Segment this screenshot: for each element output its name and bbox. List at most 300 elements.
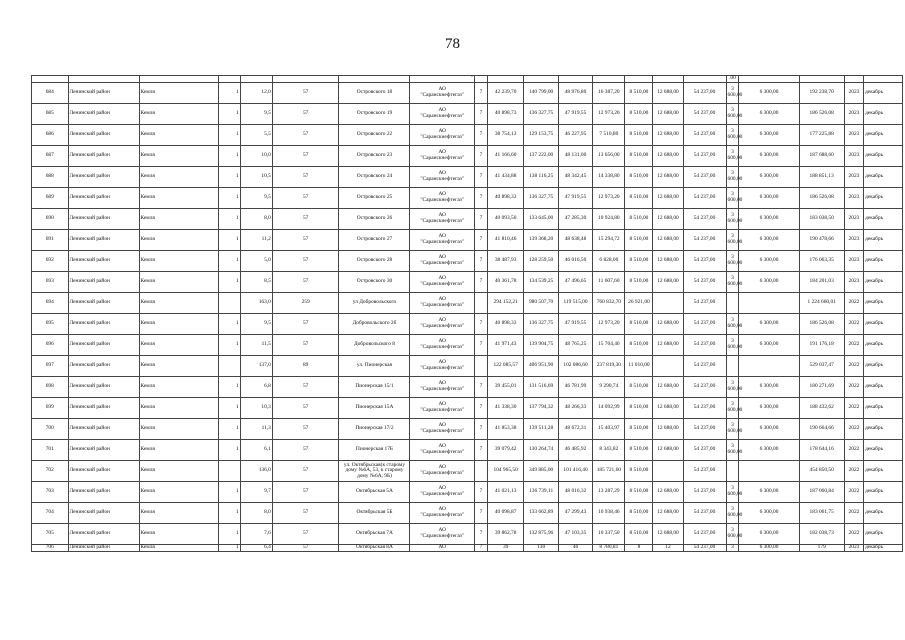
cell-cost-9: 6 300,00 xyxy=(739,503,799,524)
cell-cost-8: 3 600,00 xyxy=(726,209,739,230)
cell-number: 706 xyxy=(32,545,69,552)
contractor-name: "Саранскнефтегаз" xyxy=(420,428,465,434)
cell-area: 12,0 xyxy=(240,83,272,104)
table-row xyxy=(32,272,903,293)
cell-cost-8 xyxy=(726,356,739,377)
cell-cost-9: 6 300,00 xyxy=(739,545,799,552)
cell-cost-8 xyxy=(726,293,739,314)
cell-length: 57 xyxy=(272,440,339,461)
cell-cost-7: 54 237,00 xyxy=(683,377,726,398)
cell-length: 57 xyxy=(272,377,339,398)
cell-length: 57 xyxy=(272,419,339,440)
cell-count: 1 xyxy=(219,167,241,188)
table-row xyxy=(32,209,903,230)
cell-cost-3: 48 638,48 xyxy=(558,230,592,251)
contractor-name: "Саранскнефтегаз" xyxy=(420,239,465,245)
cell-area: 10,0 xyxy=(240,146,272,167)
cell-area: 6,4 xyxy=(240,545,272,552)
cell-cost-2: 128 259,50 xyxy=(524,251,558,272)
org-form: АО xyxy=(438,422,446,429)
cell-cost-8: 3 600,00 xyxy=(726,419,739,440)
cell-length: 57 xyxy=(272,461,339,482)
cell-month: декабрь xyxy=(864,188,903,209)
cell-contractor xyxy=(410,377,475,398)
cell-length: 57 xyxy=(272,104,339,125)
cell-cost-6: 12 688,00 xyxy=(653,335,683,356)
cell-cost-4: 15 294,72 xyxy=(593,230,625,251)
cell-cost-6: 12 688,00 xyxy=(653,209,683,230)
cell-cost-4: 7 510,80 xyxy=(593,125,625,146)
cell-number: 694 xyxy=(32,293,69,314)
cell-district: Ленинский район xyxy=(68,356,139,377)
cell-month: декабрь xyxy=(864,440,903,461)
cell-total: 176 063,35 xyxy=(799,251,844,272)
cell-number: 684 xyxy=(32,83,69,104)
contractor-name: "Саранскнефтегаз" xyxy=(420,386,465,392)
contractor-name: "Саранскнефтегаз" xyxy=(420,323,465,329)
cell-year: 2023 xyxy=(844,83,863,104)
cell-year: 2022 xyxy=(844,503,863,524)
cell-contractor xyxy=(410,545,475,552)
cell-cost-1: 41 166,60 xyxy=(487,146,524,167)
cell-cost-8: 3 600,00 xyxy=(726,398,739,419)
cell-year: 2023 xyxy=(844,167,863,188)
cell-cost-3: 48 016,32 xyxy=(558,482,592,503)
cell-cost-3: 46 227,95 xyxy=(558,125,592,146)
cell-address: Пионерская 17Б xyxy=(339,440,410,461)
cell-cost-7: 54 237,00 xyxy=(683,524,726,545)
org-form: АО xyxy=(438,107,446,114)
cell-address: Октябрьская 5А xyxy=(339,482,410,503)
cell-length: 57 xyxy=(272,209,339,230)
contractor-name: "Саранскнефтегаз" xyxy=(420,512,465,518)
cell-cost-3: 47 919,55 xyxy=(558,104,592,125)
cell-seven xyxy=(474,461,487,482)
cell-cost-7: 54 237,00 xyxy=(683,482,726,503)
cell-number: 691 xyxy=(32,230,69,251)
contractor-name: "Саранскнефтегаз" xyxy=(420,281,465,287)
cell-cost-9: 6 300,00 xyxy=(739,314,799,335)
org-form: АО xyxy=(438,212,446,219)
cell-total: 180 271,69 xyxy=(799,377,844,398)
cell-cost-6: 12 688,00 xyxy=(653,188,683,209)
cell-cost-4: 8 343,82 xyxy=(593,440,625,461)
cell-cost-1: 40 361,78 xyxy=(487,272,524,293)
cell-contractor xyxy=(410,272,475,293)
cell-cost-9: 6 300,00 xyxy=(739,419,799,440)
cell-number: 693 xyxy=(32,272,69,293)
cell-cost-7: 54 237,00 xyxy=(683,188,726,209)
cell-city: Кемля xyxy=(139,461,219,482)
cell-district: Ленинский район xyxy=(68,272,139,293)
cell-area: 5,5 xyxy=(240,125,272,146)
cell-city: Кемля xyxy=(139,293,219,314)
cell-count xyxy=(219,461,241,482)
cell-number: 697 xyxy=(32,356,69,377)
cell-cost-5: 8 510,00 xyxy=(625,251,653,272)
cell-city: Кемля xyxy=(139,146,219,167)
cell-year: 2023 xyxy=(844,251,863,272)
cell-area: 8,0 xyxy=(240,209,272,230)
cell-cost-7: 54 237,00 xyxy=(683,503,726,524)
cell-month: декабрь xyxy=(864,314,903,335)
cell-total: 186 526,08 xyxy=(799,314,844,335)
cell-district: Ленинский район xyxy=(68,230,139,251)
cell-total: 1 224 660,01 xyxy=(799,293,844,314)
cell-cost-3: 102 086,60 xyxy=(558,356,592,377)
cell-seven: 7 xyxy=(474,440,487,461)
org-form: АО xyxy=(438,149,446,156)
cell-cost-4: 12 973,20 xyxy=(593,104,625,125)
cell-count: 1 xyxy=(219,146,241,167)
cell-city: Кемля xyxy=(139,125,219,146)
cell-cost-3: 47 919,55 xyxy=(558,188,592,209)
cell-count: 1 xyxy=(219,482,241,503)
cell-year: 2023 xyxy=(844,272,863,293)
org-form: АО xyxy=(438,317,446,324)
cell-cost-5: 8 510,00 xyxy=(625,440,653,461)
org-form: АО xyxy=(438,233,446,240)
cell-address: Октябрьская 8А xyxy=(339,545,410,552)
cell-cost-6: 12 688,00 xyxy=(653,524,683,545)
cell-cost-7: 54 237,00 xyxy=(683,461,726,482)
table-row xyxy=(32,335,903,356)
cell-cost-2: 133 645,00 xyxy=(524,209,558,230)
table-row xyxy=(32,545,903,552)
cell-cost-6 xyxy=(653,293,683,314)
cell-contractor xyxy=(410,209,475,230)
cell-year: 2023 xyxy=(844,146,863,167)
cell-contractor xyxy=(410,188,475,209)
cell-cost-1: 104 965,50 xyxy=(487,461,524,482)
cell-seven: 7 xyxy=(474,83,487,104)
cell-number: 688 xyxy=(32,167,69,188)
cell-number: 689 xyxy=(32,188,69,209)
cell-address: ул. Октябрьская(к старому дому №6А, 53, к старому дому №6А, 9Б) xyxy=(339,461,410,482)
cell-cost-2: 980 507,70 xyxy=(524,293,558,314)
cell-cost-7: 54 237,00 xyxy=(683,272,726,293)
cell-cost-9: 6 300,00 xyxy=(739,398,799,419)
cell-cost-5: 8 510,00 xyxy=(625,377,653,398)
cell-address: Островского 19 xyxy=(339,104,410,125)
cell-total: 183 038,50 xyxy=(799,209,844,230)
cell-count: 1 xyxy=(219,398,241,419)
cell-seven: 7 xyxy=(474,377,487,398)
cell-cost-5: 8 510,00 xyxy=(625,314,653,335)
contractor-name: "Саранскнефтегаз" xyxy=(420,155,465,161)
cell-cost-4: 16 387,20 xyxy=(593,83,625,104)
cell-total: 187 688,60 xyxy=(799,146,844,167)
cell-area: 9,7 xyxy=(240,482,272,503)
cell-district: Ленинский район xyxy=(68,398,139,419)
cell-district: Ленинский район xyxy=(68,104,139,125)
cell-count xyxy=(219,293,241,314)
cell-seven: 7 xyxy=(474,524,487,545)
cell-length: 57 xyxy=(272,503,339,524)
cell-cost-6: 12 688,00 xyxy=(653,503,683,524)
cell-year: 2022 xyxy=(844,293,863,314)
cell-contractor xyxy=(410,125,475,146)
cell-contractor xyxy=(410,293,475,314)
cell-seven: 7 xyxy=(474,146,487,167)
cell-length: 57 xyxy=(272,272,339,293)
cell-cost-8: 3 600,00 xyxy=(726,251,739,272)
cell-cost-6 xyxy=(653,461,683,482)
cell-month: декабрь xyxy=(864,398,903,419)
org-form: АО xyxy=(438,275,446,282)
cell-cost-5: 8 510,00 xyxy=(625,125,653,146)
cell-cost-8: 3 600,00 xyxy=(726,377,739,398)
cell-area: 137,0 xyxy=(240,356,272,377)
cell-year: 2022 xyxy=(844,482,863,503)
cell-cost-2: 139 368,20 xyxy=(524,230,558,251)
cell-number: 696 xyxy=(32,335,69,356)
cell-month: декабрь xyxy=(864,125,903,146)
cell-cost-5: 8 510,00 xyxy=(625,419,653,440)
cell-cost-6: 12 688,00 xyxy=(653,419,683,440)
cell-cost-6: 12 xyxy=(653,545,683,552)
cell-cost-9: 6 300,00 xyxy=(739,230,799,251)
cell-year: 2022 xyxy=(844,419,863,440)
cell-city: Кемля xyxy=(139,251,219,272)
cell-count: 1 xyxy=(219,83,241,104)
cell-number: 692 xyxy=(32,251,69,272)
cell-cost-1: 39 862,78 xyxy=(487,524,524,545)
cell-cost-2: 136 327,75 xyxy=(524,314,558,335)
cell-city: Кемля xyxy=(139,524,219,545)
cell-cost-4: 12 973,20 xyxy=(593,314,625,335)
cell-cost-6: 12 688,00 xyxy=(653,314,683,335)
cell-length: 57 xyxy=(272,125,339,146)
cell-seven: 7 xyxy=(474,545,487,552)
cell-cost-1: 40 093,50 xyxy=(487,209,524,230)
cell-area: 11,5 xyxy=(240,335,272,356)
cell-cost-3: 48 765,25 xyxy=(558,335,592,356)
cell-cost-8 xyxy=(726,461,739,482)
cell-count: 1 xyxy=(219,503,241,524)
cell-cost-4: 760 832,70 xyxy=(593,293,625,314)
cell-address: Добровольского 8 xyxy=(339,335,410,356)
cell-cost-2: 131 516,69 xyxy=(524,377,558,398)
cell-cost-9: 6 300,00 xyxy=(739,335,799,356)
cell-cost-4: 237 819,30 xyxy=(593,356,625,377)
table-row xyxy=(32,167,903,188)
cell-seven: 7 xyxy=(474,503,487,524)
cell-contractor xyxy=(410,482,475,503)
cell-area: 9,5 xyxy=(240,104,272,125)
cell-seven: 7 xyxy=(474,335,487,356)
cell-city: Кемля xyxy=(139,335,219,356)
cell-count: 1 xyxy=(219,230,241,251)
cell-cost-4: 8 780,81 xyxy=(593,545,625,552)
table-row xyxy=(32,482,903,503)
cell-address: Островского 24 xyxy=(339,167,410,188)
cell-cost-9: 6 300,00 xyxy=(739,209,799,230)
cell-cost-3: 48 672,31 xyxy=(558,419,592,440)
cell-cost-1: 41 810,46 xyxy=(487,230,524,251)
cell-cost-6: 12 688,00 xyxy=(653,125,683,146)
cell-cost-8: 3 600,00 xyxy=(726,314,739,335)
cell-cost-2: 349 885,00 xyxy=(524,461,558,482)
cell-total: 179 xyxy=(799,545,844,552)
cell-total: 177 225,88 xyxy=(799,125,844,146)
cell-cost-8: 3 600,00 xyxy=(726,125,739,146)
cell-number: 700 xyxy=(32,419,69,440)
cell-cost-3: 46 485,92 xyxy=(558,440,592,461)
cell-year: 2023 xyxy=(844,125,863,146)
cell-length: 57 xyxy=(272,83,339,104)
contractor-name: "Саранскнефтегаз" xyxy=(420,407,465,413)
cell-count: 1 xyxy=(219,335,241,356)
cell-cost-5: 8 510,00 xyxy=(625,398,653,419)
cell-count: 1 xyxy=(219,440,241,461)
cell-month: декабрь xyxy=(864,419,903,440)
cell-cost-8: 3 600,00 xyxy=(726,146,739,167)
org-form: АО xyxy=(438,527,446,534)
cell-cost-1: 40 898,73 xyxy=(487,104,524,125)
cell-cost-2: 138 116,25 xyxy=(524,167,558,188)
cell-cost-4: 9 290,74 xyxy=(593,377,625,398)
cell-year: 2023 xyxy=(844,545,863,552)
cell-district: Ленинский район xyxy=(68,440,139,461)
cell-cost-6: 12 688,00 xyxy=(653,146,683,167)
cell-seven: 7 xyxy=(474,209,487,230)
cell-cost-4: 10 938,46 xyxy=(593,503,625,524)
cell-year: 2023 xyxy=(844,188,863,209)
cell-cost-3: 47 919,55 xyxy=(558,314,592,335)
cell-cost-1: 39 079,42 xyxy=(487,440,524,461)
cell-cost-1: 41 853,38 xyxy=(487,419,524,440)
org-form: АО xyxy=(438,401,446,408)
cell-cost-5: 8 510,00 xyxy=(625,83,653,104)
cell-month: декабрь xyxy=(864,545,903,552)
cell-month: декабрь xyxy=(864,482,903,503)
cell-number: 703 xyxy=(32,482,69,503)
cell-area: 136,0 xyxy=(240,461,272,482)
cell-cost-7: 54 237,00 xyxy=(683,83,726,104)
cell-cost-5: 8 510,00 xyxy=(625,461,653,482)
org-form: АО xyxy=(438,191,446,198)
cell-cost-5: 8 510,00 xyxy=(625,230,653,251)
org-form: АО xyxy=(438,506,446,513)
cell-cost-1: 40 898,33 xyxy=(487,188,524,209)
org-form: АО xyxy=(438,464,446,471)
cell-length: 259 xyxy=(272,293,339,314)
table-row xyxy=(32,524,903,545)
cell-cost-9: 6 300,00 xyxy=(739,83,799,104)
cell-cost-5: 8 xyxy=(625,545,653,552)
table-row xyxy=(32,398,903,419)
cell-area: 10,3 xyxy=(240,398,272,419)
cell-city: Кемля xyxy=(139,314,219,335)
cell-area: 11,2 xyxy=(240,230,272,251)
cell-address: Островского 25 xyxy=(339,188,410,209)
page-number: 78 xyxy=(445,36,460,52)
cell-year: 2022 xyxy=(844,335,863,356)
cell-city: Кемля xyxy=(139,104,219,125)
cell-total: 187 060,84 xyxy=(799,482,844,503)
table-row xyxy=(32,293,903,314)
cell-cost-8: 3 600,00 xyxy=(726,167,739,188)
cell-cost-2: 136 327,75 xyxy=(524,188,558,209)
cell-cost-9: 6 300,00 xyxy=(739,146,799,167)
contractor-name: "Саранскнефтегаз" xyxy=(420,113,465,119)
cell-cost-5: 8 510,00 xyxy=(625,209,653,230)
cell-address: Островского 27 xyxy=(339,230,410,251)
cell-cost-4: 14 338,80 xyxy=(593,167,625,188)
cell-cost-4: 185 721,60 xyxy=(593,461,625,482)
contractor-name: "Саранскнефтегаз" xyxy=(420,365,465,371)
cell-district: Ленинский район xyxy=(68,251,139,272)
cell-seven: 7 xyxy=(474,419,487,440)
cell-cost-3: 48 266,33 xyxy=(558,398,592,419)
cell-year: 2023 xyxy=(844,230,863,251)
table-row-fragment xyxy=(32,76,903,83)
cell-cost-1: 38 754,13 xyxy=(487,125,524,146)
cell-length: 57 xyxy=(272,524,339,545)
cell-contractor xyxy=(410,104,475,125)
cell-cost-1: 41 971,43 xyxy=(487,335,524,356)
cell-district: Ленинский район xyxy=(68,461,139,482)
cell-contractor xyxy=(410,440,475,461)
cell-cost-3: 48 342,45 xyxy=(558,167,592,188)
cell-cost-4: 14 092,99 xyxy=(593,398,625,419)
cell-cost-4: 15 403,97 xyxy=(593,419,625,440)
cell-count: 1 xyxy=(219,209,241,230)
cell-month: декабрь xyxy=(864,146,903,167)
cell-cost-7: 54 237,00 xyxy=(683,125,726,146)
org-form: АО xyxy=(438,443,446,450)
cell-cost-1: 42 239,70 xyxy=(487,83,524,104)
cell-city: Кемля xyxy=(139,482,219,503)
cell-district: Ленинский район xyxy=(68,314,139,335)
org-form: АО xyxy=(438,544,446,551)
cell-cost-9: 6 300,00 xyxy=(739,125,799,146)
cell-cost-3: 101 416,40 xyxy=(558,461,592,482)
contractor-name: "Саранскнефтегаз" xyxy=(420,533,465,539)
cell-area: 7,6 xyxy=(240,524,272,545)
cell-number: 704 xyxy=(32,503,69,524)
cell-year: 2023 xyxy=(844,104,863,125)
cell-length: 57 xyxy=(272,545,339,552)
cell-cost-6: 12 688,00 xyxy=(653,83,683,104)
cell-length: 57 xyxy=(272,251,339,272)
cell-total: 183 061,75 xyxy=(799,503,844,524)
cell-total: 188 851,13 xyxy=(799,167,844,188)
cell-number: 695 xyxy=(32,314,69,335)
cell-cost-9: 6 300,00 xyxy=(739,104,799,125)
cell-city: Кемля xyxy=(139,356,219,377)
cell-area: 6,1 xyxy=(240,440,272,461)
cell-area: 163,0 xyxy=(240,293,272,314)
cell-district: Ленинский район xyxy=(68,377,139,398)
cell-cost-9: 6 300,00 xyxy=(739,251,799,272)
cell-total: 190 478,66 xyxy=(799,230,844,251)
cell-cost-8: 3 600,00 xyxy=(726,482,739,503)
cell-seven: 7 xyxy=(474,167,487,188)
cell-area: 9,5 xyxy=(240,314,272,335)
cell-cost-5: 26 921,00 xyxy=(625,293,653,314)
cell-year: 2023 xyxy=(844,209,863,230)
cell-cost-6: 12 688,00 xyxy=(653,104,683,125)
data-table xyxy=(31,75,903,552)
cell-cost-9: 6 300,00 xyxy=(739,188,799,209)
cell-total: 184 201,03 xyxy=(799,272,844,293)
cell-length: 57 xyxy=(272,167,339,188)
cell-seven: 7 xyxy=(474,482,487,503)
cell-cost-1: 122 085,57 xyxy=(487,356,524,377)
cell-cost-6: 12 688,00 xyxy=(653,272,683,293)
